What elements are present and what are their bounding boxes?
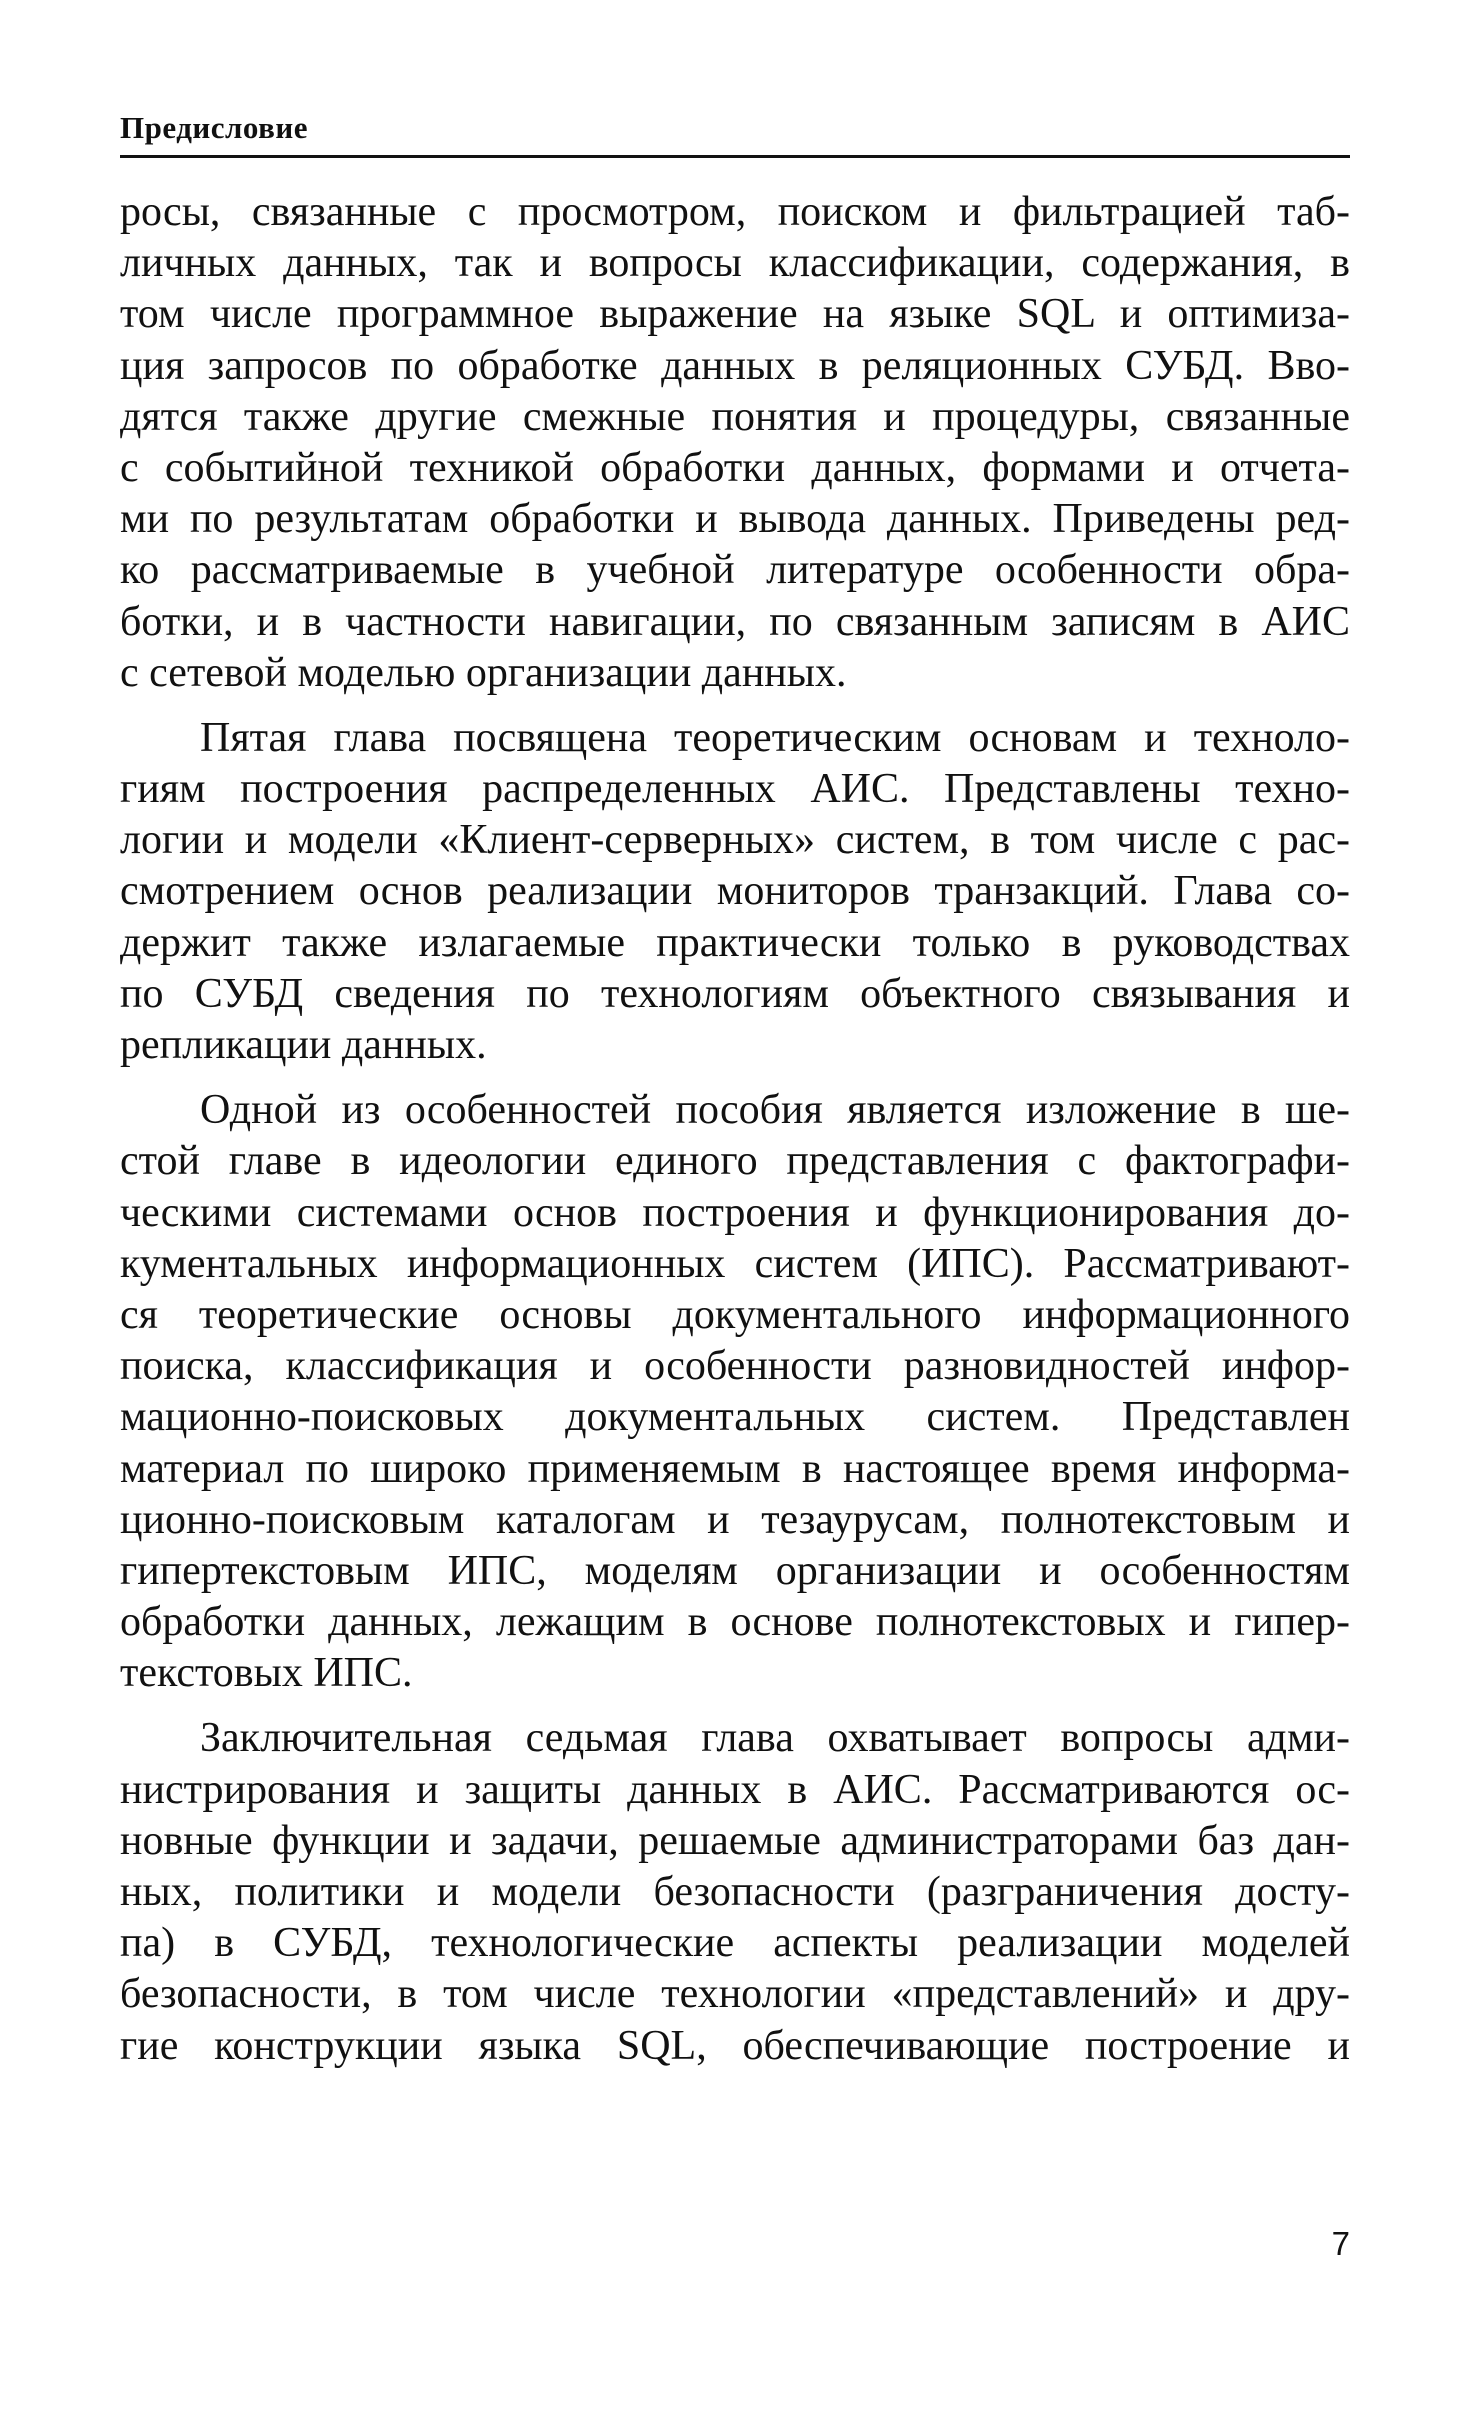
text-line: нистрирования и защиты данных в АИС. Рассматриваются ос- <box>120 1766 1350 1813</box>
text-line: том числе программное выражение на языке SQL и оптимиза- <box>120 291 1350 338</box>
text-line: па) в СУБД, технологические аспекты реализации моделей <box>120 1920 1350 1967</box>
text-line: Заключительная седьмая глава охватывает вопросы адми- <box>200 1715 1350 1762</box>
text-line: гиям построения распределенных АИС. Представлены техно- <box>120 766 1350 813</box>
text-line: ми по результатам обработки и вывода данных. Приведены ред- <box>120 496 1350 543</box>
text-line: текстовых ИПС. <box>120 1650 413 1697</box>
text-line: держит также излагаемые практически только в руководствах <box>120 919 1350 966</box>
body-text <box>120 187 1350 2072</box>
text-line: Одной из особенностей пособия является изложение в ше- <box>200 1087 1350 1134</box>
text-line: логии и модели «Клиент-серверных» систем, в том числе с рас- <box>120 817 1350 864</box>
text-line: гипертекстовым ИПС, моделям организации и особенностям <box>120 1547 1350 1594</box>
text-line: новные функции и задачи, решаемые администраторами баз дан- <box>120 1817 1350 1864</box>
text-line: обработки данных, лежащим в основе полнотекстовых и гипер- <box>120 1599 1350 1646</box>
text-line: ческими системами основ построения и функционирования до- <box>120 1189 1350 1236</box>
text-line: ционно-поисковым каталогам и тезаурусам, полнотекстовым и <box>120 1496 1350 1543</box>
text-line: гие конструкции языка SQL, обеспечивающие построение и <box>120 2022 1350 2069</box>
page-number: 7 <box>1331 2225 1350 2262</box>
text-line: ся теоретические основы документального информационного <box>120 1291 1350 1338</box>
text-line: по СУБД сведения по технологиям объектного связывания и <box>120 970 1350 1017</box>
text-line: с событийной техникой обработки данных, формами и отчета- <box>120 444 1350 491</box>
header-rule <box>120 155 1350 158</box>
text-line: безопасности, в том числе технологии «представлений» и дру- <box>120 1971 1350 2018</box>
text-line: ботки, и в частности навигации, по связанным записям в АИС <box>120 598 1350 645</box>
paragraph <box>120 1085 1350 1699</box>
text-line: мационно-поисковых документальных систем. Представлен <box>120 1394 1350 1441</box>
text-line: материал по широко применяемым в настоящее время информа- <box>120 1445 1350 1492</box>
text-line: ко рассматриваемые в учебной литературе особенности обра- <box>120 547 1350 594</box>
text-line: дятся также другие смежные понятия и процедуры, связанные <box>120 393 1350 440</box>
text-line: Пятая глава посвящена теоретическим основам и техноло- <box>200 714 1350 761</box>
text-line: ных, политики и модели безопасности (разграничения досту- <box>120 1869 1350 1915</box>
text-line: смотрением основ реализации мониторов транзакций. Глава со- <box>120 868 1350 915</box>
text-line: ция запросов по обработке данных в реляционных СУБД. Вво- <box>120 342 1350 389</box>
text-line: стой главе в идеологии единого представления с фактографи- <box>120 1138 1350 1185</box>
paragraph <box>120 1713 1350 2071</box>
text-line: с сетевой моделью организации данных. <box>120 649 847 696</box>
text-line: росы, связанные с просмотром, поиском и фильтрацией таб- <box>120 189 1350 235</box>
text-line: поиска, классификация и особенности разновидностей инфор- <box>120 1343 1350 1390</box>
paragraph <box>120 713 1350 1071</box>
running-head: Предисловие <box>120 110 308 145</box>
text-line: личных данных, так и вопросы классификации, содержания, в <box>120 240 1350 287</box>
text-line: кументальных информационных систем (ИПС). Рассматривают- <box>120 1240 1350 1287</box>
paragraph <box>120 187 1350 699</box>
text-line: репликации данных. <box>120 1022 487 1068</box>
